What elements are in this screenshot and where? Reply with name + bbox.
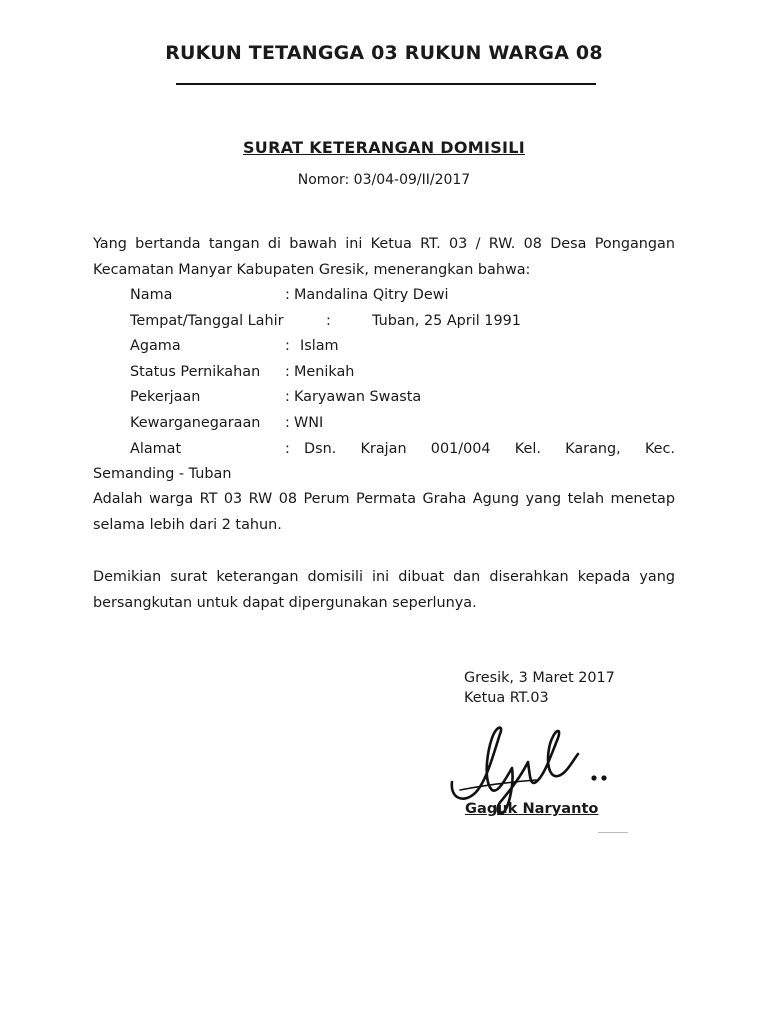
field-value: Menikah bbox=[294, 363, 355, 380]
field-label: Status Pernikahan bbox=[130, 363, 261, 380]
field-separator: : bbox=[285, 363, 290, 380]
field-value: Islam bbox=[300, 338, 339, 355]
field-value: Tuban, 25 April 1991 bbox=[372, 312, 521, 329]
letterhead-rule bbox=[176, 83, 596, 85]
field-label: Kewarganegaraan bbox=[130, 414, 261, 431]
field-row-agama bbox=[130, 334, 675, 360]
field-row-status bbox=[130, 360, 675, 386]
field-separator: : bbox=[285, 440, 290, 457]
document-title: SURAT KETERANGAN DOMISILI bbox=[242, 138, 526, 157]
intro-paragraph: Yang bertanda tangan di bawah ini Ketua RT. 03 / RW. 08 Desa Pongangan Kecamatan Manyar Kabupaten Gresik, menerangkan bahwa: bbox=[93, 236, 675, 278]
field-value: WNI bbox=[294, 414, 324, 431]
signer-name: Gaguk Naryanto bbox=[465, 800, 599, 817]
field-value: Karyawan Swasta bbox=[294, 389, 422, 406]
field-label: Alamat bbox=[130, 440, 182, 457]
field-separator: : bbox=[326, 312, 331, 329]
statement-paragraph: Adalah warga RT 03 RW 08 Perum Permata Graha Agung yang telah menetap selama lebih dari 2 tahun. bbox=[93, 491, 675, 533]
field-separator: : bbox=[285, 414, 290, 431]
alamat-continuation: Semanding - Tuban bbox=[93, 466, 232, 482]
field-label: Agama bbox=[130, 338, 181, 355]
closing-paragraph: Demikian surat keterangan domisili ini dibuat dan diserahkan kepada yang bersangkutan untuk dapat dipergunakan seperlunya. bbox=[93, 569, 675, 611]
field-value: Mandalina Qitry Dewi bbox=[294, 287, 449, 303]
field-row-ttl bbox=[130, 309, 675, 335]
letterhead-title: RUKUN TETANGGA 03 RUKUN WARGA 08 bbox=[165, 42, 603, 64]
field-label: Tempat/Tanggal Lahir bbox=[130, 312, 284, 329]
field-label: Pekerjaan bbox=[130, 389, 201, 406]
place-date: Gresik, 3 Maret 2017 bbox=[464, 670, 615, 686]
field-label: Nama bbox=[130, 287, 173, 303]
identity-fields bbox=[130, 283, 675, 462]
field-row-alamat bbox=[130, 437, 675, 463]
field-separator: : bbox=[285, 338, 290, 355]
signature-underline-fragment bbox=[598, 832, 628, 833]
signature-block bbox=[464, 668, 615, 708]
field-separator: : bbox=[285, 389, 290, 406]
field-row-pekerjaan bbox=[130, 385, 675, 411]
signer-position: Ketua RT.03 bbox=[464, 690, 549, 706]
field-separator: : bbox=[285, 287, 290, 303]
field-row-kewarganegaraan bbox=[130, 411, 675, 437]
document-number: Nomor: 03/04-09/II/2017 bbox=[297, 172, 471, 188]
field-value: Dsn. Krajan 001/004 Kel. Karang, Kec. bbox=[304, 440, 675, 457]
field-row-nama bbox=[130, 283, 675, 309]
